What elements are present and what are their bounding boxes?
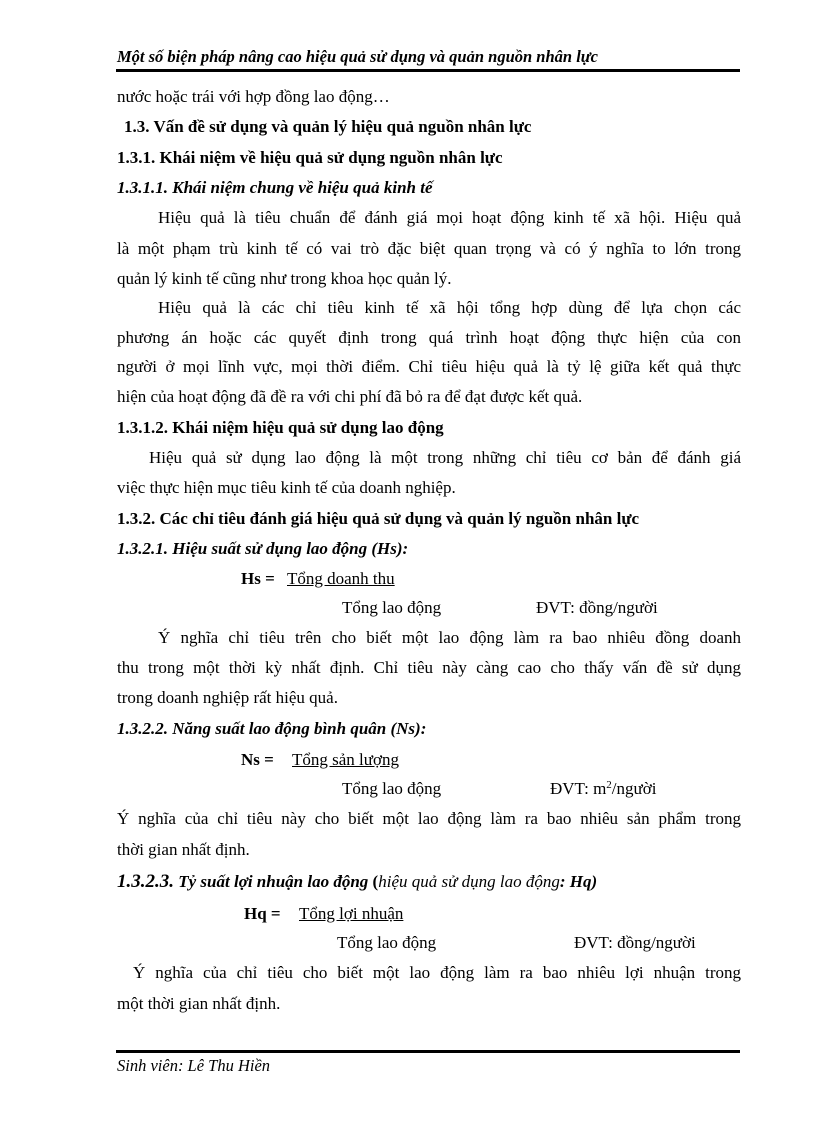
heading-1-3: 1.3. Vấn đề sử dụng và quản lý hiệu quả nguồn nhân lực [124,117,532,136]
para-5-line-1: Ý nghĩa của chỉ tiêu này cho biết một lao động làm ra bao nhiêu sản phẩm trong [117,809,741,828]
para-1-line-1: Hiệu quả là tiêu chuẩn để đánh giá mọi hoạt động kinh tế xã hội. Hiệu quả [158,208,741,227]
para-1-line-3: quản lý kinh tế cũng như trong khoa học quản lý. [117,269,452,288]
para-2-line-3: người ở mọi lĩnh vực, mọi thời điểm. Chỉ tiêu hiệu quả là tỷ lệ giữa kết quả thực [117,357,741,376]
para-4-line-2: thu trong một thời kỳ nhất định. Chỉ tiêu này càng cao cho thấy vấn đề sử dụng [117,658,741,677]
continued-text: nước hoặc trái với hợp đồng lao động… [117,87,390,106]
formula-hq-unit: ĐVT: đồng/người [574,933,696,952]
para-6-line-1: Ý nghĩa của chỉ tiêu cho biết một lao động làm ra bao nhiêu lợi nhuận trong [133,963,741,982]
formula-hq-lhs: Hq = [244,904,281,923]
heading-1-3-2-1: 1.3.2.1. Hiệu suất sử dụng lao động (Hs): [117,539,409,558]
heading-1-3-1-2: 1.3.1.2. Khái niệm hiệu quả sử dụng lao động [117,418,444,437]
header-rule [116,69,740,72]
para-1-line-2: là một phạm trù kinh tế có vai trò đặc biệt quan trọng và có ý nghĩa to lớn trong [117,239,741,258]
para-5-line-2: thời gian nhất định. [117,840,250,859]
formula-hq-denominator: Tổng lao động [337,933,437,952]
heading-1-3-2-2: 1.3.2.2. Năng suất lao động bình quân (Ns): [117,719,427,738]
heading-1-3-2-3-paren-text: hiệu quả sử dụng lao động [378,872,560,891]
heading-1-3-2-3-number: 1.3.2.3. [117,871,174,892]
para-3-line-2: việc thực hiện mục tiêu kinh tế của doanh nghiệp. [117,478,456,497]
formula-hs-denominator: Tổng lao động [342,598,442,617]
formula-ns-unit-superscript: 2 [606,779,612,791]
formula-hs-numerator: Tổng doanh thu [287,569,395,588]
heading-1-3-2-3-paren-open: ( [372,872,379,891]
formula-hs-lhs: Hs = [241,569,275,588]
formula-ns-unit-tail: /người [611,779,657,798]
heading-1-3-2-3 [117,871,597,893]
para-2-line-1: Hiệu quả là các chỉ tiêu kinh tế xã hội tổng hợp dùng để lựa chọn các [158,298,741,317]
footer-rule [116,1050,740,1053]
footer-student: Sinh viên: Lê Thu Hiền [117,1056,271,1075]
para-4-line-3: trong doanh nghiệp rất hiệu quả. [117,688,338,707]
heading-1-3-2-3-paren-end: : Hq) [559,872,598,891]
heading-1-3-1: 1.3.1. Khái niệm về hiệu quả sử dụng nguồn nhân lực [117,148,503,167]
para-2-line-2: phương án hoặc các quyết định trong quá trình hoạt động thực hiện của con [117,328,741,347]
formula-hq-numerator: Tổng lợi nhuận [299,904,404,923]
formula-hs-unit: ĐVT: đồng/người [536,598,658,617]
heading-1-3-1-1: 1.3.1.1. Khái niệm chung về hiệu quả kinh tế [117,178,433,197]
para-3-line-1: Hiệu quả sử dụng lao động là một trong những chỉ tiêu cơ bản để đánh giá [149,448,741,467]
para-4-line-1: Ý nghĩa chỉ tiêu trên cho biết một lao động làm ra bao nhiêu đồng doanh [158,628,741,647]
formula-ns-denominator: Tổng lao động [342,779,442,798]
header-title: Một số biện pháp nâng cao hiệu quả sử dụng và quản nguồn nhân lực [117,47,598,66]
para-2-line-4: hiện của hoạt động đã đề ra với chi phí đã bỏ ra để đạt được kết quả. [117,387,583,406]
formula-ns-numerator: Tổng sản lượng [292,750,399,769]
heading-1-3-2-3-title: Tỷ suất lợi nhuận lao động [178,872,369,891]
formula-ns-unit [550,779,656,799]
heading-1-3-2: 1.3.2. Các chỉ tiêu đánh giá hiệu quả sử dụng và quản lý nguồn nhân lực [117,509,640,528]
formula-ns-lhs: Ns = [241,750,274,769]
para-6-line-2: một thời gian nhất định. [117,994,281,1013]
formula-ns-unit-main: ĐVT: m [550,779,607,798]
